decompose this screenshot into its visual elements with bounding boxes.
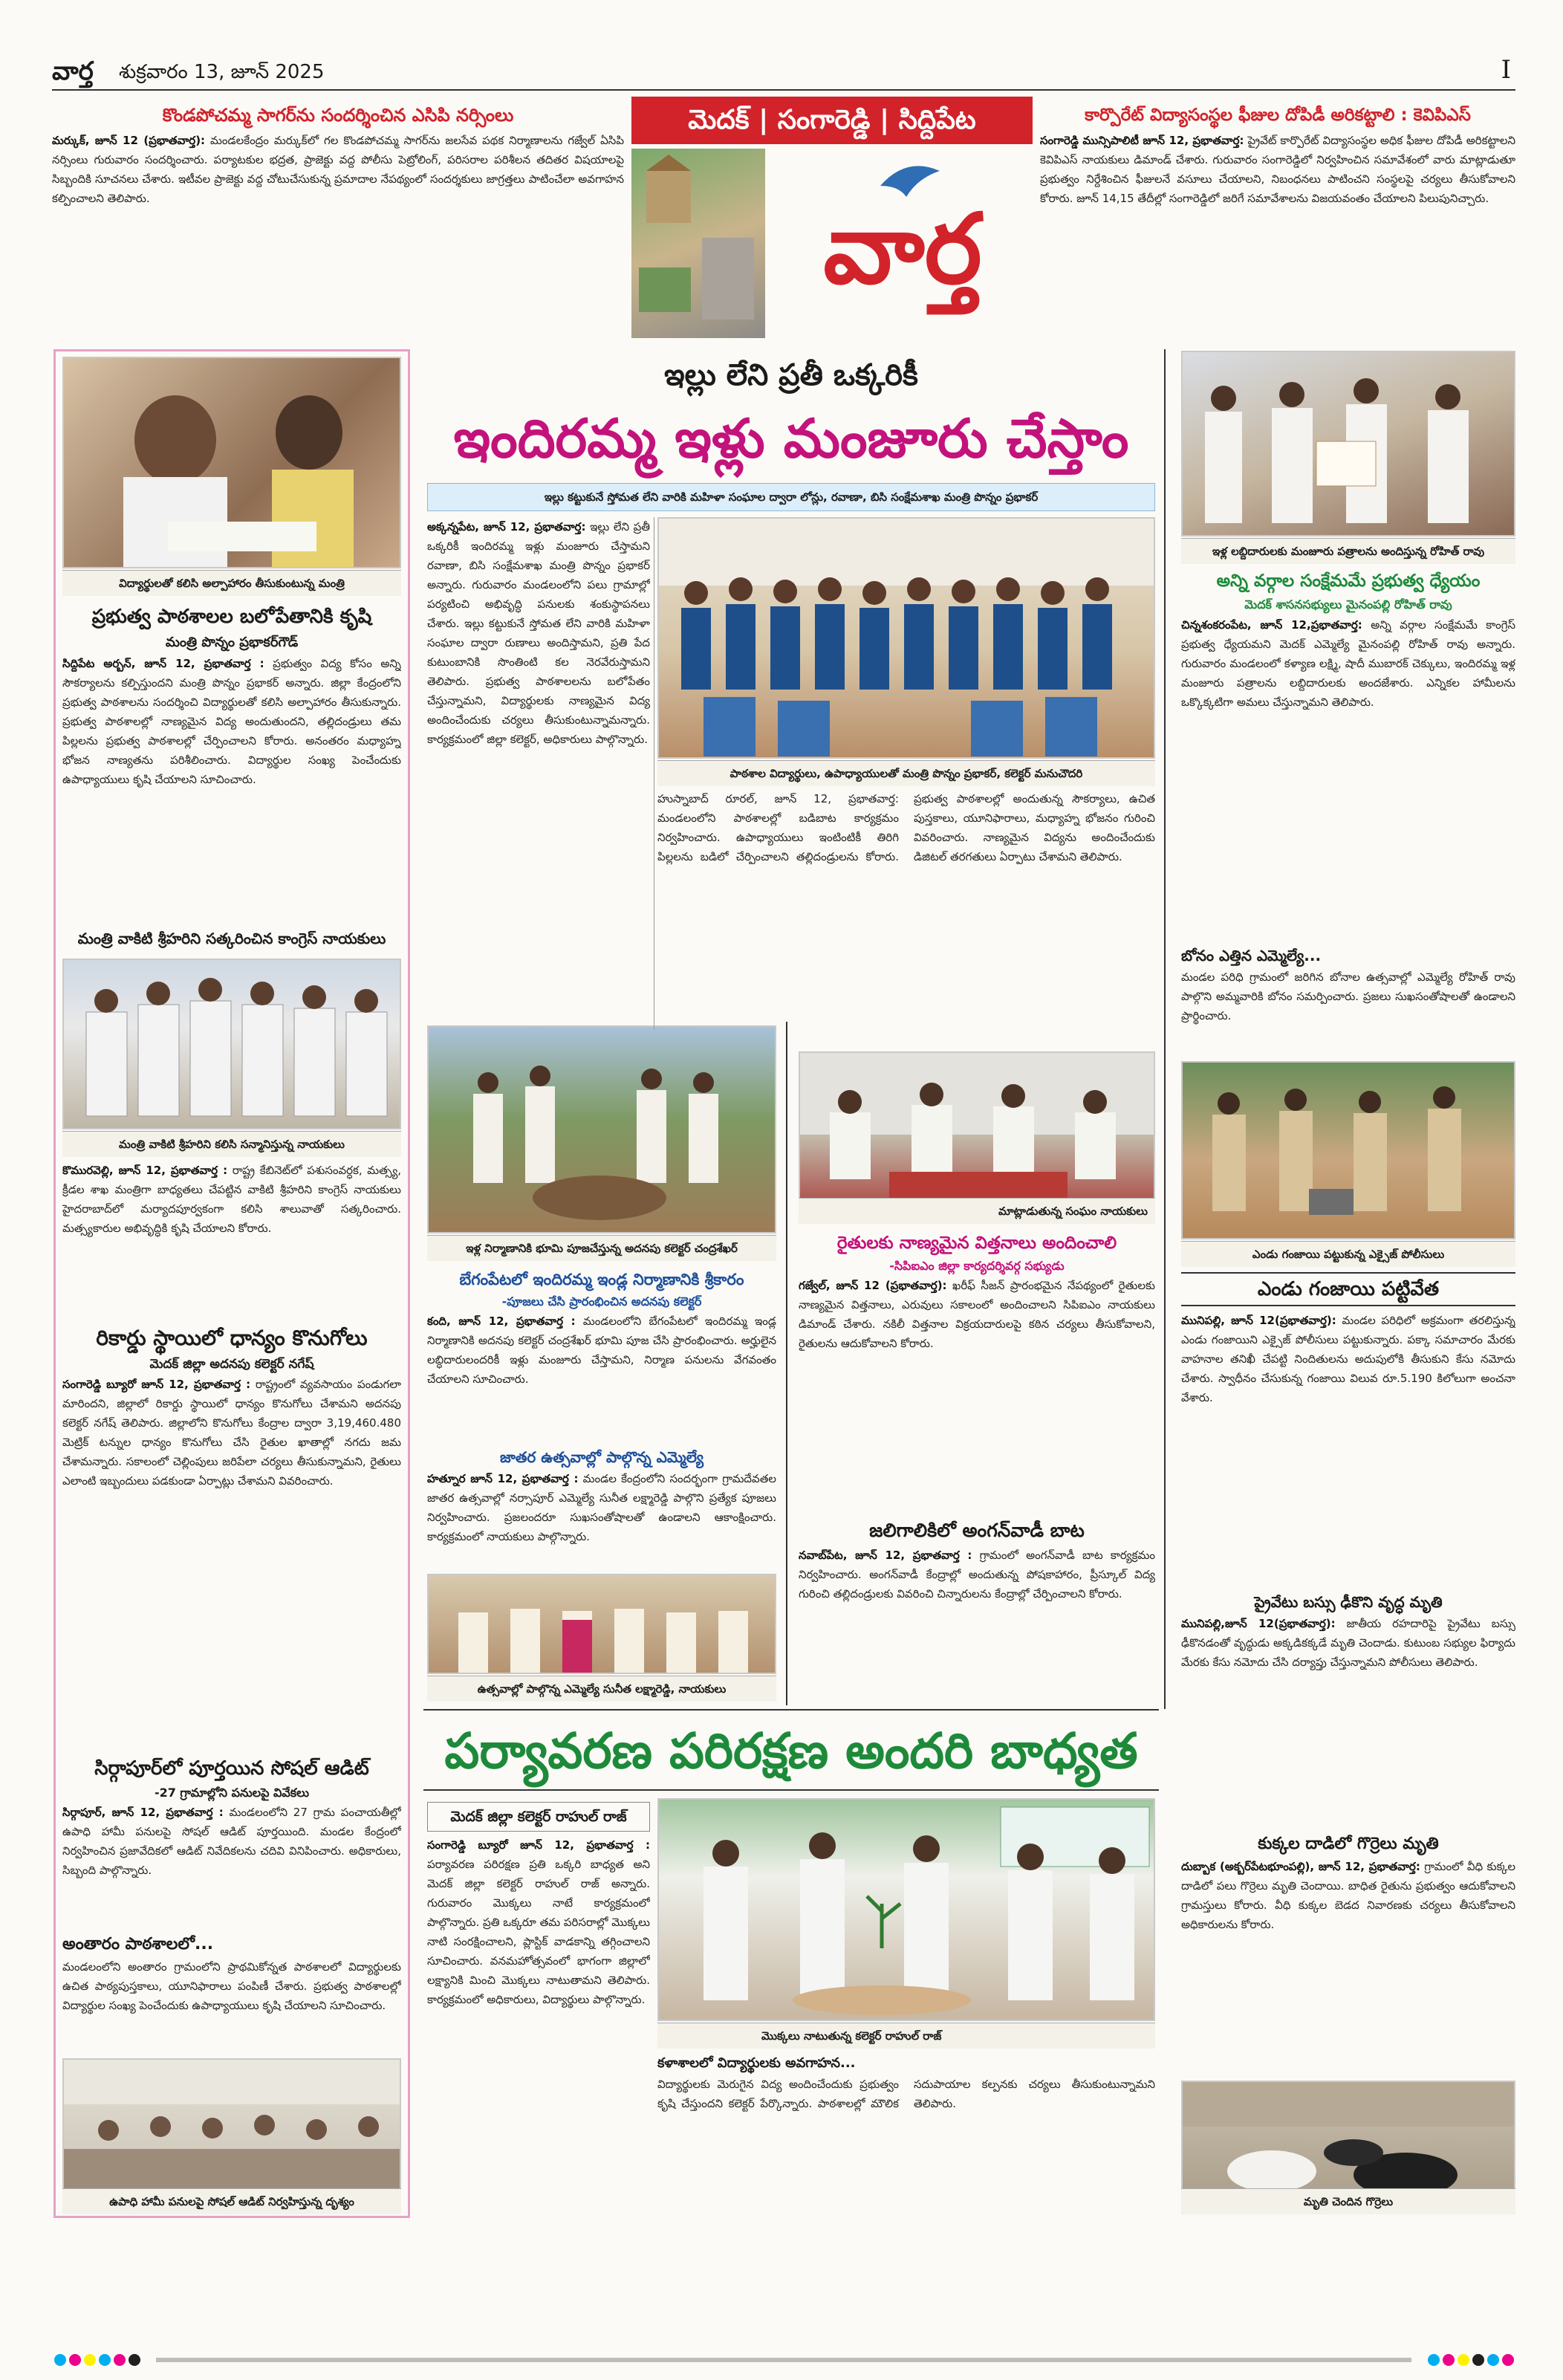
header-date: శుక్రవారం 13, జూన్ 2025 xyxy=(119,61,325,83)
dateline: మునిపల్లి, జూన్ 12(ప్రభాతవార్త): xyxy=(1181,1314,1336,1327)
story-body: మండలకేంద్రం మర్కుక్‌లో గల కొండపోచమ్మ సాగర్‌ను జలసేవ పథక నిర్మాణాలను గజ్వేల్ ఏసిపి నర్సింలు గురువారం సందర్శించారు. పర్యాటకుల భద్రత, ప్రాజెక్టు వద్ద పోలీసు పెట్రోలింగ్, పరిసరాల పరిశీలన తదితర విషయాలపై సిబ్బందికి సూచనలు చేశారు. ఇటీవల ప్రాజెక్టు వద్ద చోటుచేసుకున్న ప్రమాదాల నేపథ్యంలో సందర్శకులు జాగ్రత్తలు పాటించేలా అవగాహన కల్పించాలని తెలిపారు. xyxy=(52,134,624,205)
story-anganwadi xyxy=(799,1516,1155,1702)
dateline: సిర్గాపూర్, జూన్ 12, ప్రభాతవార్త : xyxy=(62,1806,224,1819)
story-paddy-procurement xyxy=(62,1323,401,1754)
photo-caption: ఇళ్ల లబ్దిదారులకు మంజూరు పత్రాలను అందిస్తున్న రోహిత్ రావు xyxy=(1181,538,1515,564)
story-subhead: మెదక్ శాసనసభ్యులు మైనంపల్లి రోహిత్ రావు xyxy=(1244,597,1452,612)
photo-excise-police xyxy=(1181,1061,1515,1239)
story-govt-schools xyxy=(62,602,401,921)
dateline: మర్కుక్, జూన్ 12 (ప్రభాతవార్త): xyxy=(52,134,206,147)
story-body: ఇల్లు లేని ప్రతీ ఒక్కరికీ ఇందిరమ్మ ఇళ్లు మంజూరు చేస్తామని రవాణా, బిసి సంక్షేమశాఖ మంత్రి పొన్నం ప్రభాకర్ అన్నారు. గురువారం మండలంలోని పలు గ్రామాల్లో పర్యటించి అభివృద్ధి పనులకు శంకుస్థాపనలు చేశారు. ఇల్లు కట్టుకునే స్తోమత లేని వారికి మహిళా సంఘాల ద్వారా రుణాలు అందిస్తామని, ప్రతి పేద కుటుంబానికి సొంతింటి కల నెరవేరుస్తామని తెలిపారు. ప్రభుత్వ పాఠశాలలను బలోపేతం చేస్తున్నామని, విద్యార్థులకు నాణ్యమైన విద్య అందించేందుకు చర్యలు తీసుకుంటున్నామన్నారు. కార్యక్రమంలో జిల్లా కలెక్టర్, అధికారులు పాల్గొన్నారు. xyxy=(427,520,650,746)
paper-logo: వార్త xyxy=(823,192,982,305)
photo-caption: మంత్రి వాకిటి శ్రీహరిని కలిసి సన్మానిస్తున్న నాయకులు xyxy=(62,1131,401,1157)
story-ganja xyxy=(1181,1272,1515,1584)
dateline: కొమురవెల్లి, జూన్ 12, ప్రభాతవార్త : xyxy=(62,1164,228,1177)
dateline: హత్నూర జూన్ 12, ప్రభాతవార్త : xyxy=(427,1472,579,1485)
dateline: సంగారెడ్డి మున్సిపాలిటీ జూన్ 12, ప్రభాతవార్త: xyxy=(1040,134,1244,147)
banner-subhead: ఇల్లు కట్టుకునే స్తోమత లేని వారికి మహిళా సంఘాల ద్వారా లోన్లు, రవాణా, బిసి సంక్షేమశాఖ మంత్రి పొన్నం ప్రభాకర్ xyxy=(427,483,1155,511)
photo-minister-breakfast xyxy=(62,357,401,568)
dateline: కంది, జూన్ 12, ప్రభాతవార్త : xyxy=(427,1314,576,1328)
story-headline: మంత్రి వాకిటి శ్రీహరిని సత్కరించిన కాంగ్రెస్ నాయకులు xyxy=(77,930,386,947)
story-headline: రైతులకు నాణ్యమైన విత్తనాలు అందించాలి xyxy=(836,1233,1117,1253)
story-headline: రికార్డు స్థాయిలో ధాన్యం కొనుగోలు xyxy=(96,1326,368,1350)
story-headline: కార్పొరేట్ విద్యాసంస్థల ఫీజుల దోపిడీ అరికట్టాలి : కెవిపిఎస్ xyxy=(1085,106,1471,125)
story-body: రాష్ట్ర కేబినెట్‌లో పశుసంవర్ధక, మత్స్య, క్రీడల శాఖ మంత్రిగా బాధ్యతలు చేపట్టిన వాకిటి శ్రీహరిని కాంగ్రెస్ నాయకులు హైదరాబాద్‌లో మర్యాదపూర్వకంగా కలిసి శాలువాతో సత్కరించారు. మత్స్యకారుల అభివృద్ధికి కృషి చేయాలని కోరారు. xyxy=(62,1164,401,1235)
column-rule xyxy=(786,1022,787,1705)
story-headline: ప్రైవేటు బస్సు ఢీకొని వృద్ధ మృతి xyxy=(1254,1593,1443,1611)
edition-names: మెదక్ | సంగారెడ్డి | సిద్దిపేట xyxy=(631,97,1033,144)
dateline: నవాబ్‌పేట, జూన్ 12, ప్రభాతవార్త : xyxy=(799,1549,972,1562)
story-welfare xyxy=(1181,568,1515,999)
photo-collector-plantation xyxy=(657,1798,1155,2021)
photo-social-audit-meeting xyxy=(62,2058,401,2196)
banner-headline: ఇందిరమ్మ ఇళ్లు మంజూరు చేస్తాం xyxy=(453,407,1129,470)
dateline: గజ్వేల్, జూన్ 12 (ప్రభాతవార్త): xyxy=(799,1279,947,1292)
photo-caption: ఇళ్ల నిర్మాణానికి భూమి పూజచేస్తున్న అదనపు కలెక్టర్ చంద్రశేఖర్ xyxy=(427,1235,776,1261)
story-headline: కుక్కల దాడిలో గొర్రెలు మృతి xyxy=(1258,1835,1439,1853)
story-subhead: -27 గ్రామాల్లోని పనులపై వివేకలు xyxy=(154,1786,310,1800)
story-headline: కొండపోచమ్మ సాగర్‌ను సందర్శించిన ఎసిపి నర్సింలు xyxy=(162,105,514,126)
story-body: రాష్ట్రంలో వ్యవసాయం పండుగలా మారిందని, జిల్లాలో రికార్డు స్థాయిలో ధాన్యం కొనుగోలు చేశామని అదనపు కలెక్టర్ నగేష్ తెలిపారు. జిల్లాలోని కొనుగోలు కేంద్రాల ద్వారా 3,19,460.480 మెట్రిక్ టన్నుల ధాన్యం కొనుగోలు చేసి రైతుల ఖాతాల్లో నగదు జమ చేశామన్నారు. సకాలంలో చెల్లింపులు జరిపేలా చర్యలు తీసుకున్నామని, రైతులు ఎలాంటి ఇబ్బందులు పడకుండా ఏర్పాట్లు చేశామని వివరించారు. xyxy=(62,1378,401,1488)
story-vakiti-body xyxy=(62,1161,401,1317)
story-body: అన్ని వర్గాల సంక్షేమమే కాంగ్రెస్ ప్రభుత్వ ధ్యేయమని మెదక్ ఎమ్మెల్యే మైనంపల్లి రోహిత్ రావు అన్నారు. గురువారం మండలంలో కళ్యాణ లక్ష్మి, షాదీ ముబారక్ చెక్కులు, ఇందిరమ్మ ఇళ్ల మంజూరు పత్రాలను లబ్దిదారులకు అందజేశారు. ఎన్నికల హామీలను ఒక్కొక్కటిగా అమలు చేస్తున్నామని తెలిపారు. xyxy=(1181,618,1515,709)
story-begumpet xyxy=(427,1267,776,1453)
photo-bhoomi-pooja xyxy=(427,1025,776,1233)
story-body: గ్రామంలో అంగన్‌వాడీ బాట కార్యక్రమం నిర్వహించారు. అంగన్‌వాడీ కేంద్రాల్లో అందుతున్న పోషకాహారం, ప్రీస్కూల్ విద్య గురించి తల్లిదండ్రులకు వివరించి చిన్నారులను కేంద్రాల్లో చేర్పించాలని కోరారు. xyxy=(799,1549,1155,1601)
story-body: గ్రామంలో వీధి కుక్కల దాడిలో పలు గొర్రెలు మృతి చెందాయి. బాధిత రైతును ప్రభుత్వం ఆదుకోవాలని గ్రామస్తులు కోరారు. వీధి కుక్కల బెడద నివారణకు చర్యలు తీసుకోవాలని అధికారులను కోరారు. xyxy=(1181,1860,1515,1931)
photo-caption: విద్యార్థులతో కలిసి అల్పాహారం తీసుకుంటున్న మంత్రి xyxy=(62,570,401,596)
photo-caption: ఉపాధి హామీ పనులపై సోషల్ ఆడిట్ నిర్వహిస్తున్న దృశ్యం xyxy=(62,2188,401,2214)
photo-caption: మొక్కలు నాటుతున్న కలెక్టర్ రాహుల్ రాజ్ xyxy=(657,2023,1155,2049)
story-headline: ఎండు గంజాయి పట్టివేత xyxy=(1181,1272,1515,1306)
story-kondapochamma xyxy=(52,103,624,334)
story-headline: జాతర ఉత్సవాల్లో పాల్గొన్న ఎమ్మెల్యే xyxy=(499,1448,704,1466)
story-body: జాతీయ రహదారిపై ప్రైవేటు బస్సు ఢీకొనడంతో వృద్ధుడు అక్కడికక్కడే మృతి చెందాడు. కుటుంబ సభ్యుల ఫిర్యాదు మేరకు కేసు నమోదు చేసి దర్యాప్తు చేస్తున్నామని పోలీసులు తెలిపారు. xyxy=(1181,1617,1515,1669)
photo-cpim-meeting xyxy=(799,1051,1155,1222)
edition-photo-collage xyxy=(631,149,765,338)
story-dog-attack xyxy=(1181,1832,1515,2077)
story-body: మండలంలోని అంతారం గ్రామంలోని ప్రాథమికోన్నత పాఠశాలలో విద్యార్థులకు ఉచిత పాఠ్యపుస్తకాలు, యూనిఫారాలు పంపిణీ చేశారు. ప్రభుత్వ పాఠశాలల్లో విద్యార్థుల సంఖ్య పెంచేందుకు ఉపాధ్యాయులు కృషి చేయాలని సూచించారు. xyxy=(62,1960,401,2012)
dateline: సిద్దిపేట అర్బన్, జూన్ 12, ప్రభాతవార్త : xyxy=(62,657,264,670)
story-body: ప్రభుత్వం విద్య కోసం అన్ని సౌకర్యాలను కల్పిస్తుందని మంత్రి పొన్నం ప్రభాకర్ అన్నారు. జిల్లా కేంద్రంలోని ప్రభుత్వ పాఠశాలను సందర్శించి విద్యార్థులతో కలిసి అల్పాహారం తీసుకున్నారు. ప్రభుత్వ పాఠశాలల్లో నాణ్యమైన విద్య అందుతుందని, తల్లిదండ్రులు తమ పిల్లలను ప్రభుత్వ పాఠశాలల్లో చేర్పించాలని కోరారు. అనంతరం మధ్యాహ్న భోజన నాణ్యతను పరిశీలించారు. విద్యార్థుల సంఖ్య పెంచేందుకు ఉపాధ్యాయులు కృషి చేయాలని సూచించారు. xyxy=(62,657,401,786)
story-body: మండల కేంద్రంలోని సందర్భంగా గ్రామదేవతల జాతర ఉత్సవాల్లో నర్సాపూర్ ఎమ్మెల్యే సునీత లక్ష్మారెడ్డి పాల్గొని ప్రత్యేక పూజలు నిర్వహించారు. ప్రజలందరూ సుఖసంతోషాలతో ఉండాలని ఆకాంక్షించారు. కార్యక్రమంలో నాయకులు పాల్గొన్నారు. xyxy=(427,1472,776,1543)
photo-felicitation xyxy=(62,959,401,1129)
story-headline: అంతారం పాఠశాలలో... xyxy=(62,1935,214,1953)
dateline: దుబ్బాక (అక్బర్‌పేటభూంపల్లి), జూన్ 12, ప్రభాతవార్త: xyxy=(1181,1860,1420,1873)
environment-sub-story xyxy=(657,2052,1155,2201)
sub-headline: కళాశాలలో విద్యార్థులకు అవగాహన... xyxy=(657,2055,856,2071)
story-jatara xyxy=(427,1445,776,1572)
edition-masthead xyxy=(631,97,1033,342)
story-body: పర్యావరణ పరిరక్షణ ప్రతి ఒక్కరి బాధ్యత అని మెదక్ జిల్లా కలెక్టర్ రాహుల్ రాజ్ అన్నారు. గురువారం మొక్కలు నాటే కార్యక్రమంలో పాల్గొన్నారు. ప్రతి ఒక్కరూ తమ పరిసరాల్లో మొక్కలు నాటి సంరక్షించాలని, ప్లాస్టిక్ వాడకాన్ని తగ్గించాలని సూచించారు. వనమహోత్సవంలో భాగంగా జిల్లాలో లక్ష్యానికి మించి మొక్కలు నాటుతామని తెలిపారు. కార్యక్రమంలో అధికారులు, విద్యార్థులు పాల్గొన్నారు. xyxy=(427,1858,650,2006)
story-subhead: -సిపిఐఎం జిల్లా కార్యదర్శివర్గ సభ్యుడు xyxy=(889,1259,1065,1273)
environment-headline: పర్యావరణ పరిరక్షణ అందరి బాధ్యత xyxy=(423,1709,1159,1791)
print-color-bar xyxy=(52,2352,1515,2368)
photo-caption: మాట్లాడుతున్న సంఘం నాయకులు xyxy=(799,1198,1155,1224)
story-body: మండలంలోని 27 గ్రామ పంచాయతీల్లో ఉపాధి హామీ పనులపై సోషల్ ఆడిట్ పూర్తయింది. మండల కేంద్రంలో నిర్వహించిన ప్రజావేదికలో ఆడిట్ నివేదికలను చదివి వినిపించారు. అధికారులు, సిబ్బంది పాల్గొన్నారు. xyxy=(62,1806,401,1877)
story-headline: బేగంపేటలో ఇందిరమ్మ ఇండ్ల నిర్మాణానికి శ్రీకారం xyxy=(459,1271,744,1288)
story-subhead: మంత్రి పొన్నం ప్రభాకర్‌గౌడ్ xyxy=(165,635,299,650)
environment-body xyxy=(427,1835,650,2199)
story-headline: అన్ని వర్గాల సంక్షేమమే ప్రభుత్వ ధ్యేయం xyxy=(1216,571,1481,591)
environment-subhead: మెదక్ జిల్లా కలెక్టర్ రాహుల్ రాజ్ xyxy=(427,1802,650,1832)
photo-caption: మృతి చెందిన గొర్రెలు xyxy=(1181,2188,1515,2214)
dateline: చిన్నశంకరంపేట, జూన్ 12,ప్రభాతవార్త: xyxy=(1181,618,1362,632)
story-body: ఖరీఫ్ సీజన్ ప్రారంభమైన నేపథ్యంలో రైతులకు నాణ్యమైన విత్తనాలు, ఎరువులు సకాలంలో అందించాలని సిపిఐఎం నాయకులు డిమాండ్ చేశారు. నకిలీ విత్తనాల విక్రయదారులపై కఠిన చర్యలు తీసుకోవాలని, రైతులను ఆదుకోవాలని కోరారు. xyxy=(799,1279,1155,1350)
dateline: సంగారెడ్డి బ్యూరో జూన్ 12, ప్రభాతవార్త : xyxy=(427,1838,650,1852)
story-vakiti-srihari xyxy=(62,925,401,955)
story-bonam xyxy=(1181,944,1515,1063)
photo-jatara-mla xyxy=(427,1574,776,1674)
story-kvps xyxy=(1040,103,1515,340)
column-rule xyxy=(1164,349,1166,1709)
story-subhead: -పూజలు చేసి ప్రారంభించిన అదనపు కలెక్టర్ xyxy=(501,1294,702,1309)
header-paper-name: వార్త xyxy=(52,56,94,86)
story-headline: జలిగాలికిలో అంగన్‌వాడీ బాట xyxy=(869,1520,1085,1541)
page-number: I xyxy=(1501,55,1511,85)
story-body: మండల పరిధిలో అక్రమంగా తరలిస్తున్న ఎండు గంజాయిని ఎక్సైజ్ పోలీసులు పట్టుకున్నారు. పక్కా సమాచారం మేరకు వాహనాల తనిఖీ చేపట్టి నిందితులను అదుపులోకి తీసుకుని కేసు నమోదు చేశారు. స్వాధీనం చేసుకున్న గంజాయి విలువ రూ.5.190 కిలోలుగా అంచనా వేశారు. xyxy=(1181,1314,1515,1404)
story-headline: బోనం ఎత్తిన ఎమ్మెల్యే... xyxy=(1181,947,1322,964)
dove-icon xyxy=(877,156,943,204)
page-header xyxy=(52,52,1515,91)
story-subhead: మెదక్ జిల్లా అదనపు కలెక్టర్ నగేష్ xyxy=(149,1357,314,1372)
dateline: సంగారెడ్డి బ్యూరో జూన్ 12, ప్రభాతవార్త : xyxy=(62,1378,251,1391)
story-body: ప్రైవేట్ కార్పొరేట్ విద్యాసంస్థల అధిక ఫీజుల దోపిడీ అరికట్టాలని కెవిపిఎస్ నాయకులు డిమాండ్ చేశారు. గురువారం సంగారెడ్డిలో నిర్వహించిన సమావేశంలో వారు మాట్లాడుతూ ప్రభుత్వం నిర్దేశించిన ఫీజులనే వసూలు చేయాలని, నిబంధనలు పాటించని సంస్థలపై చర్యలు తీసుకోవాలని కోరారు. జూన్ 14,15 తేదీల్లో సంగారెడ్డిలో జరిగే సమావేశాలను విజయవంతం చేయాలని పిలుపునిచ్చారు. xyxy=(1040,134,1515,205)
photo-rohit-rao-certificates xyxy=(1181,351,1515,536)
story-headline: సిర్గాపూర్‌లో పూర్తయిన సోషల్ ఆడిట్ xyxy=(94,1757,369,1780)
story-body: మండల పరిధి గ్రామంలో జరిగిన బోనాల ఉత్సవాల్లో ఎమ్మెల్యే రోహిత్ రావు పాల్గొని అమ్మవారికి బోనం సమర్పించారు. ప్రజలు సుఖసంతోషాలతో ఉండాలని ప్రార్థించారు. xyxy=(1181,970,1515,1022)
story-quality-seeds xyxy=(799,1230,1155,1520)
banner-body-2: హుస్నాబాద్ రూరల్, జూన్ 12, ప్రభాతవార్త: మండలంలోని పాఠశాలల్లో బడిబాట కార్యక్రమం నిర్వహించారు. ఉపాధ్యాయులు ఇంటింటికీ తిరిగి పిల్లలను బడిలో చేర్పించాలని తల్లిదండ్రులను కోరారు. ప్రభుత్వ పాఠశాలల్లో అందుతున్న సౌకర్యాలు, ఉచిత పుస్తకాలు, యూనిఫారాలు, మధ్యాహ్న భోజనం గురించి వివరించారు. నాణ్యమైన విద్యను అందించేందుకు డిజిటల్ తరగతులు ఏర్పాటు చేశామని తెలిపారు. xyxy=(657,792,1155,863)
story-body: విద్యార్థులకు మెరుగైన విద్య అందించేందుకు ప్రభుత్వం కృషి చేస్తుందని కలెక్టర్ పేర్కొన్నారు. పాఠశాలల్లో మౌలిక సదుపాయాల కల్పనకు చర్యలు తీసుకుంటున్నామని తెలిపారు. xyxy=(657,2078,1155,2110)
story-bus-accident xyxy=(1181,1590,1515,1828)
banner-kicker: ఇల్లు లేని ప్రతీ ఒక్కరికీ xyxy=(664,358,918,392)
story-body: మండలంలోని బేగంపేటలో ఇందిరమ్మ ఇండ్ల నిర్మాణానికి అదనపు కలెక్టర్ చంద్రశేఖర్ భూమి పూజ చేసి ప్రారంభించారు. అర్హులైన లబ్ధిదారులందరికీ ఇళ్లు మంజూరు చేస్తామని, నిర్మాణ పనులను వేగవంతం చేయాలని సూచించారు. xyxy=(427,1314,776,1386)
dateline: మునిపల్లి,జూన్ 12(ప్రభాతవార్త): xyxy=(1181,1617,1336,1630)
story-social-audit xyxy=(62,1754,401,1932)
photo-caption: ఉత్సవాల్లో పాల్గొన్న ఎమ్మెల్యే సునీత లక్ష్మారెడ్డి, నాయకులు xyxy=(427,1676,776,1702)
dateline: అక్కన్నపేట, జూన్ 12, ప్రభాతవార్త: xyxy=(427,520,586,534)
story-headline: ప్రభుత్వ పాఠశాలల బలోపేతానికి కృషి xyxy=(91,606,372,628)
photo-students-minister xyxy=(657,517,1155,759)
photo-caption: ఎండు గంజాయి పట్టుకున్న ఎక్సైజ్ పోలీసులు xyxy=(1181,1241,1515,1267)
photo-caption: పాఠశాల విద్యార్థులు, ఉపాధ్యాయులతో మంత్రి పొన్నం ప్రభాకర్, కలెక్టర్ మనుచౌదరి xyxy=(657,760,1155,786)
